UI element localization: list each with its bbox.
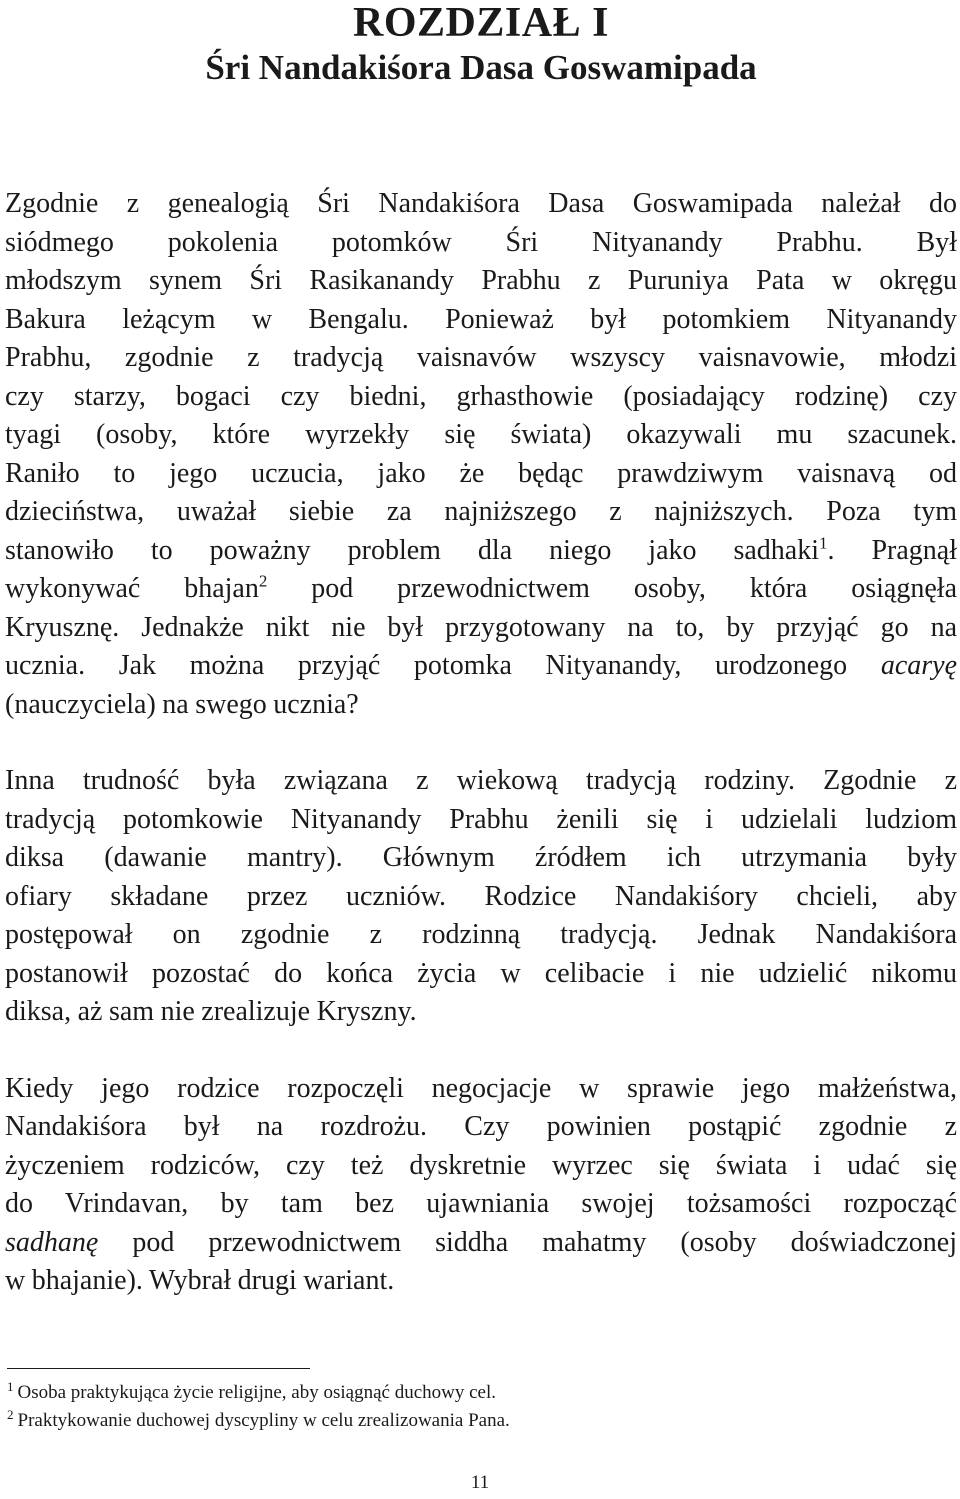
footnote-ref-1: 1 <box>819 533 828 553</box>
text-line <box>5 647 957 686</box>
text-line: ofiary składane przez uczniów. Rodzice Nandakiśory chcieli, aby <box>5 880 957 912</box>
footnote-2 <box>7 1407 947 1435</box>
text-segment: ucznia. Jak można przyjąć potomka Nityanandy, urodzonego <box>5 650 881 681</box>
text-segment: stanowiło to poważny problem dla niego jako sadhaki <box>5 534 819 566</box>
text-line: (nauczyciela) na swego ucznia? <box>5 688 359 720</box>
italic-term: acaryę <box>880 650 957 681</box>
paragraph-1 <box>5 185 957 724</box>
footnotes <box>7 1379 947 1435</box>
footnote-text: Osoba praktykująca życie religijne, aby osiągnąć duchowy cel. <box>17 1382 497 1403</box>
text-line: do Vrindavan, by tam bez ujawniania swojej tożsamości rozpocząć <box>5 1188 957 1219</box>
text-line: Nandakiśora był na rozdrożu. Czy powinien postąpić zgodnie z <box>5 1111 957 1142</box>
text-line: dzieciństwa, uważał siebie za najniższego z najniższych. Poza tym <box>5 496 957 527</box>
text-line: Bakura leżącym w Bengalu. Ponieważ był potomkiem Nityanandy <box>5 303 957 335</box>
text-line <box>5 570 957 609</box>
footnote-divider <box>7 1368 310 1369</box>
paragraph-2 <box>5 762 957 1032</box>
italic-term: sadhanę <box>5 1226 99 1258</box>
text-line: w bhajanie). Wybrał drugi wariant. <box>5 1265 395 1296</box>
text-line <box>5 532 957 571</box>
footnote-mark: 1 <box>7 1378 14 1394</box>
footnote-text: Praktykowanie duchowej dyscypliny w celu zrealizowania Pana. <box>17 1410 510 1431</box>
text-segment: . Pragnął <box>827 534 958 566</box>
text-line: Kryusznę. Jednakże nikt nie był przygotowany na to, by przyjąć go na <box>5 611 957 643</box>
text-segment: pod przewodnictwem osoby, która osiągnęła <box>267 573 957 604</box>
text-line: młodszym synem Śri Rasikanandy Prabhu z Puruniya Pata w okręgu <box>5 265 957 296</box>
chapter-subtitle: Śri Nandakiśora Dasa Goswamipada <box>205 48 757 87</box>
page-number: 11 <box>470 1472 490 1493</box>
text-line: czy starzy, bogaci czy biedni, grhasthowie (posiadający rodzinę) czy <box>5 380 957 412</box>
text-line: życzeniem rodziców, czy też dyskretnie wyrzec się świata i udać się <box>5 1149 957 1181</box>
text-line: diksa, aż sam nie zrealizuje Kryszny. <box>5 996 417 1027</box>
text-line: Inna trudność była związana z wiekową tradycją rodziny. Zgodnie z <box>5 765 957 796</box>
document-page <box>5 0 957 1499</box>
footnote-1 <box>7 1379 947 1407</box>
footnote-mark: 2 <box>7 1406 14 1422</box>
chapter-title: ROZDZIAŁ I <box>353 0 609 46</box>
text-line: postanowił pozostać do końca życia w celibacie i nie udzielić nikomu <box>5 957 957 989</box>
text-line: siódmego pokolenia potomków Śri Nityanandy Prabhu. Był <box>5 226 957 258</box>
text-line: postępował on zgodnie z rodzinną tradycją. Jednak Nandakiśora <box>5 919 957 950</box>
text-segment: pod przewodnictwem siddha mahatmy (osoby doświadczonej <box>98 1226 957 1258</box>
paragraph-3 <box>5 1070 957 1301</box>
text-line: Prabhu, zgodnie z tradycją vaisnavów wszyscy vaisnavowie, młodzi <box>5 342 957 373</box>
text-line: Raniło to jego uczucia, jako że będąc prawdziwym vaisnavą od <box>5 457 957 489</box>
text-line <box>5 1224 957 1263</box>
text-line: tradycją potomkowie Nityanandy Prabhu żenili się i udzielali ludziom <box>5 803 957 835</box>
text-line: tyagi (osoby, które wyrzekły się świata) okazywali mu szacunek. <box>5 419 957 450</box>
text-line: diksa (dawanie mantry). Głównym źródłem ich utrzymania były <box>5 842 957 873</box>
text-line: Kiedy jego rodzice rozpoczęli negocjacje w sprawie jego małżeństwa, <box>5 1072 957 1104</box>
footnote-ref-2: 2 <box>258 571 268 591</box>
text-segment: wykonywać bhajan <box>5 573 259 604</box>
text-line: Zgodnie z genealogią Śri Nandakiśora Dasa Goswamipada należał do <box>5 188 957 219</box>
